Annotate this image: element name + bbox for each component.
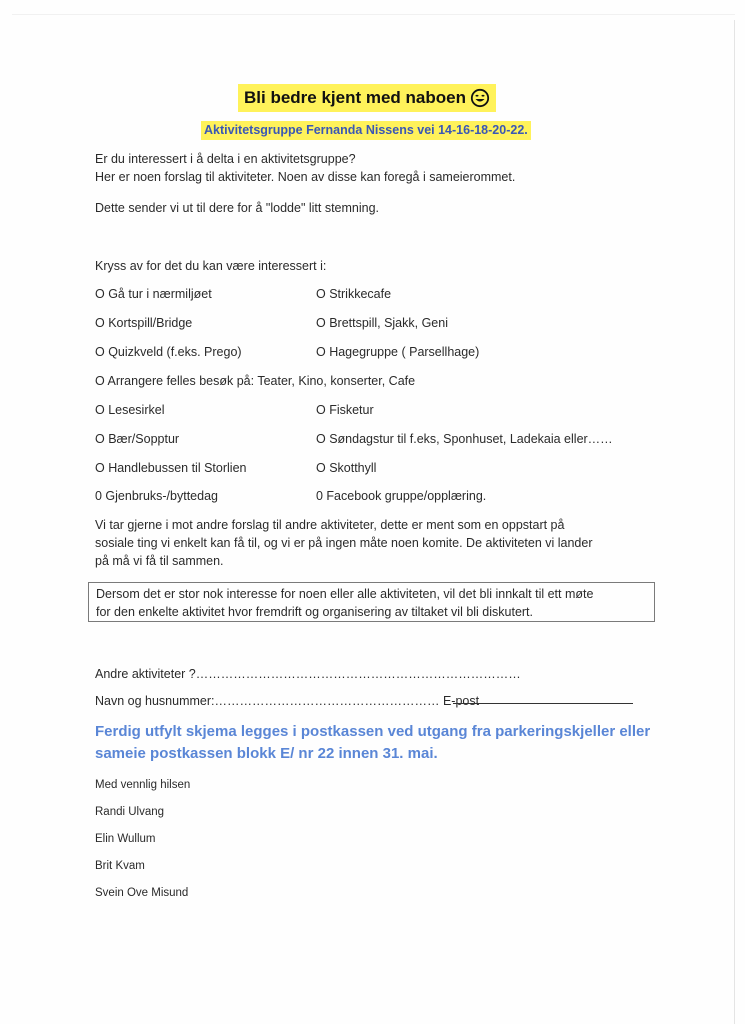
option-fisketur[interactable]: O Fisketur: [316, 403, 374, 417]
signature-2: Elin Wullum: [95, 833, 156, 845]
option-kortspill[interactable]: O Kortspill/Bridge: [95, 316, 193, 330]
suggestions-line-2: sosiale ting vi enkelt kan få til, og vi er på ingen måte noen komite. De aktiviteten vi lander: [95, 536, 593, 550]
option-hagegruppe[interactable]: O Hagegruppe ( Parsellhage): [316, 345, 480, 359]
title-text: Bli bedre kjent med naboen: [244, 88, 466, 107]
option-ga-tur[interactable]: O Gå tur i nærmiljøet: [95, 287, 212, 301]
lodde-note: Dette sender vi ut til dere for å "lodde" litt stemning.: [95, 201, 380, 215]
signature-1: Randi Ulvang: [95, 806, 165, 818]
option-gjenbruk[interactable]: 0 Gjenbruks-/byttedag: [95, 489, 218, 503]
meeting-note-line-2: for den enkelte aktivitet hvor fremdrift og organisering av tiltaket vil bli diskutert.: [96, 605, 534, 619]
other-activities-field[interactable]: Andre aktiviteter ?……………………………………………………………………: [95, 667, 521, 681]
deadline-line-1: Ferdig utfylt skjema legges i postkassen ved utgang fra parkeringskjeller eller: [95, 723, 651, 740]
option-handlebussen[interactable]: O Handlebussen til Storlien: [95, 461, 247, 475]
name-email-field[interactable]: Navn og husnummer:……………………………………………… E-post: [95, 694, 480, 708]
option-lesesirkel[interactable]: O Lesesirkel: [95, 403, 165, 417]
smiley-face-icon: [470, 88, 490, 108]
option-facebook[interactable]: 0 Facebook gruppe/opplæring.: [316, 489, 487, 503]
checklist-prompt: Kryss av for det du kan være interessert i:: [95, 259, 327, 273]
option-felles-besok[interactable]: O Arrangere felles besøk på: Teater, Kino, konserter, Cafe: [95, 374, 416, 388]
option-skotthyll[interactable]: O Skotthyll: [316, 461, 377, 475]
signature-4: Svein Ove Misund: [95, 887, 189, 899]
suggestions-line-3: på må vi få til sammen.: [95, 554, 224, 568]
option-brettspill[interactable]: O Brettspill, Sjakk, Geni: [316, 316, 448, 330]
intro-line-2: Her er noen forslag til aktiviteter. Noen av disse kan foregå i sameierommet.: [95, 170, 516, 184]
meeting-note-box: [88, 582, 655, 622]
deadline-line-2: sameie postkassen blokk E/ nr 22 innen 31. mai.: [95, 745, 438, 762]
page-edge-top: [12, 14, 735, 15]
suggestions-paragraph: [95, 516, 593, 570]
option-sondagstur[interactable]: O Søndagstur til f.eks, Sponhuset, Ladekaia eller……: [316, 432, 613, 446]
option-strikkecafe[interactable]: O Strikkecafe: [316, 287, 392, 301]
option-quizkveld[interactable]: O Quizkveld (f.eks. Prego): [95, 345, 242, 359]
intro-line-1: Er du interessert i å delta i en aktivitetsgruppe?: [95, 152, 356, 166]
closing-greeting: Med vennlig hilsen: [95, 779, 191, 791]
suggestions-line-1: Vi tar gjerne i mot andre forslag til andre aktiviteter, dette er ment som en oppstart på: [95, 518, 565, 532]
document-title: [238, 84, 496, 112]
signature-3: Brit Kvam: [95, 860, 145, 872]
page-edge-right: [734, 20, 735, 1024]
meeting-note-line-1: Dersom det er stor nok interesse for noen eller alle aktiviteten, vil det bli innkalt til ett møte: [96, 587, 594, 601]
deadline-note: [95, 721, 675, 765]
document-subtitle: Aktivitetsgruppe Fernanda Nissens vei 14-16-18-20-22.: [201, 121, 531, 140]
option-baer-sopptur[interactable]: O Bær/Sopptur: [95, 432, 180, 446]
email-input-line[interactable]: [453, 703, 633, 704]
